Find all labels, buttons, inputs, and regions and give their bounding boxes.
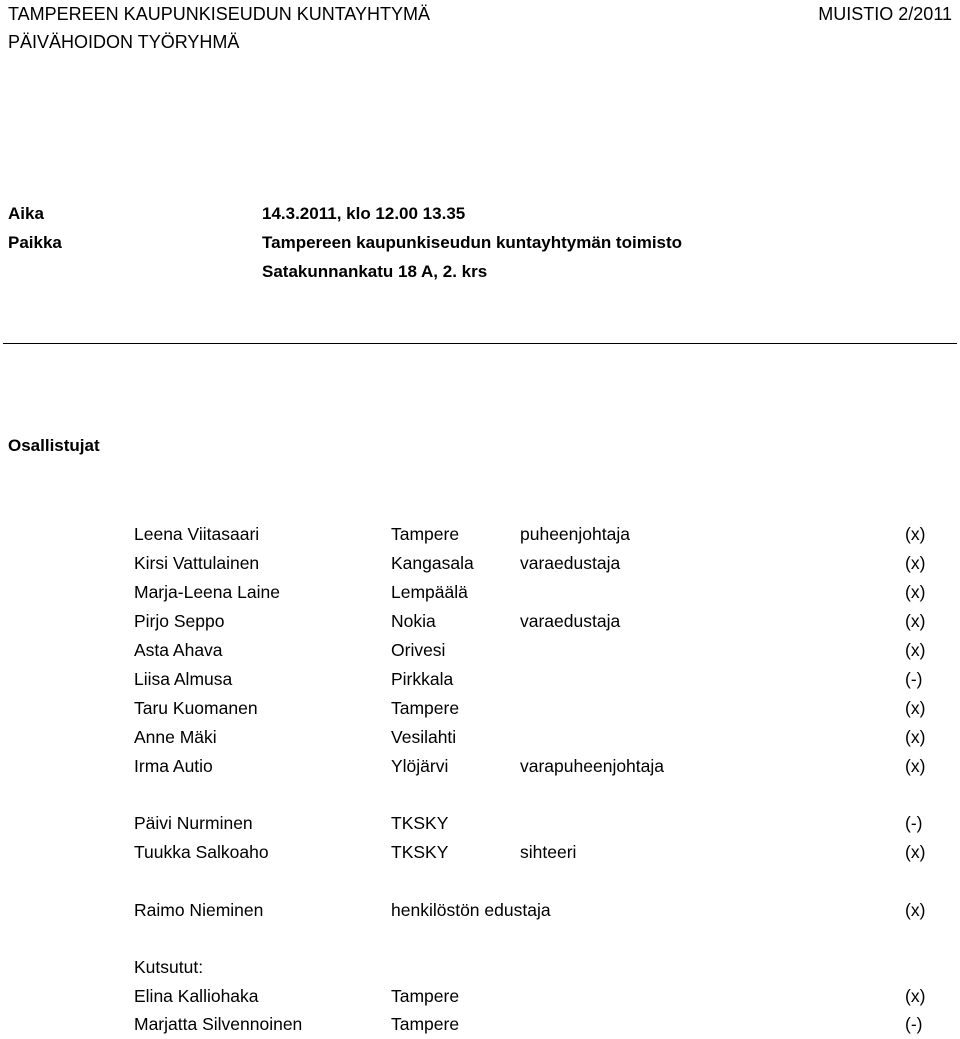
participant-role: puheenjohtaja — [520, 524, 630, 544]
place-line-2: Satakunnankatu 18 A, 2. krs — [262, 262, 488, 281]
participant-name: Liisa Almusa — [134, 669, 233, 689]
participant-place: Lempäälä — [391, 582, 468, 602]
place-label: Paikka — [8, 233, 62, 252]
participant-name: Marja-Leena Laine — [134, 582, 280, 602]
participant-status: (x) — [905, 524, 926, 544]
participant-place: Vesilahti — [391, 727, 457, 747]
participant-role: varaedustaja — [520, 611, 621, 631]
participants-heading: Osallistujat — [8, 436, 100, 455]
participant-place: Ylöjärvi — [391, 756, 449, 776]
participant-status: (x) — [905, 900, 926, 920]
participant-status: (-) — [905, 813, 923, 833]
participant-name: Päivi Nurminen — [134, 813, 253, 833]
participant-name: Pirjo Seppo — [134, 611, 225, 631]
participant-role: varaedustaja — [520, 553, 621, 573]
participant-name: Irma Autio — [134, 756, 213, 776]
participant-place: henkilöstön edustaja — [391, 900, 551, 920]
invited-status: (-) — [905, 1014, 923, 1034]
participant-status: (x) — [905, 727, 926, 747]
participant-status: (x) — [905, 553, 926, 573]
participant-place: TKSKY — [391, 842, 449, 862]
participant-name: Taru Kuomanen — [134, 698, 258, 718]
participant-name: Raimo Nieminen — [134, 900, 264, 920]
participant-place: TKSKY — [391, 813, 449, 833]
invited-name: Elina Kalliohaka — [134, 986, 259, 1006]
participant-name: Kirsi Vattulainen — [134, 553, 260, 573]
invited-name: Marjatta Silvennoinen — [134, 1014, 303, 1034]
participant-place: Orivesi — [391, 640, 446, 660]
participant-place: Tampere — [391, 524, 460, 544]
working-group-name: PÄIVÄHOIDON TYÖRYHMÄ — [8, 32, 240, 52]
memo-number: MUISTIO 2/2011 — [818, 4, 952, 24]
participant-role: varapuheenjohtaja — [520, 756, 665, 776]
time-value: 14.3.2011, klo 12.00 13.35 — [262, 204, 466, 223]
participant-name: Tuukka Salkoaho — [134, 842, 269, 862]
place-line-1: Tampereen kaupunkiseudun kuntayhtymän toimisto — [262, 233, 683, 252]
participant-status: (x) — [905, 640, 926, 660]
horizontal-rule — [3, 343, 957, 344]
participant-place: Nokia — [391, 611, 436, 631]
time-label: Aika — [8, 204, 44, 223]
participant-status: (x) — [905, 842, 926, 862]
invited-status: (x) — [905, 986, 926, 1006]
invited-heading: Kutsutut: — [134, 957, 204, 977]
participant-status: (x) — [905, 582, 926, 602]
participant-place: Tampere — [391, 698, 460, 718]
invited-place: Tampere — [391, 1014, 460, 1034]
participant-status: (x) — [905, 698, 926, 718]
participant-status: (x) — [905, 756, 926, 776]
participant-status: (x) — [905, 611, 926, 631]
organization-name: TAMPEREEN KAUPUNKISEUDUN KUNTAYHTYMÄ — [8, 4, 431, 24]
participant-place: Pirkkala — [391, 669, 454, 689]
participant-name: Asta Ahava — [134, 640, 223, 660]
participant-role: sihteeri — [520, 842, 577, 862]
participant-status: (-) — [905, 669, 923, 689]
participant-place: Kangasala — [391, 553, 474, 573]
invited-place: Tampere — [391, 986, 460, 1006]
participant-name: Anne Mäki — [134, 727, 217, 747]
participant-name: Leena Viitasaari — [134, 524, 260, 544]
